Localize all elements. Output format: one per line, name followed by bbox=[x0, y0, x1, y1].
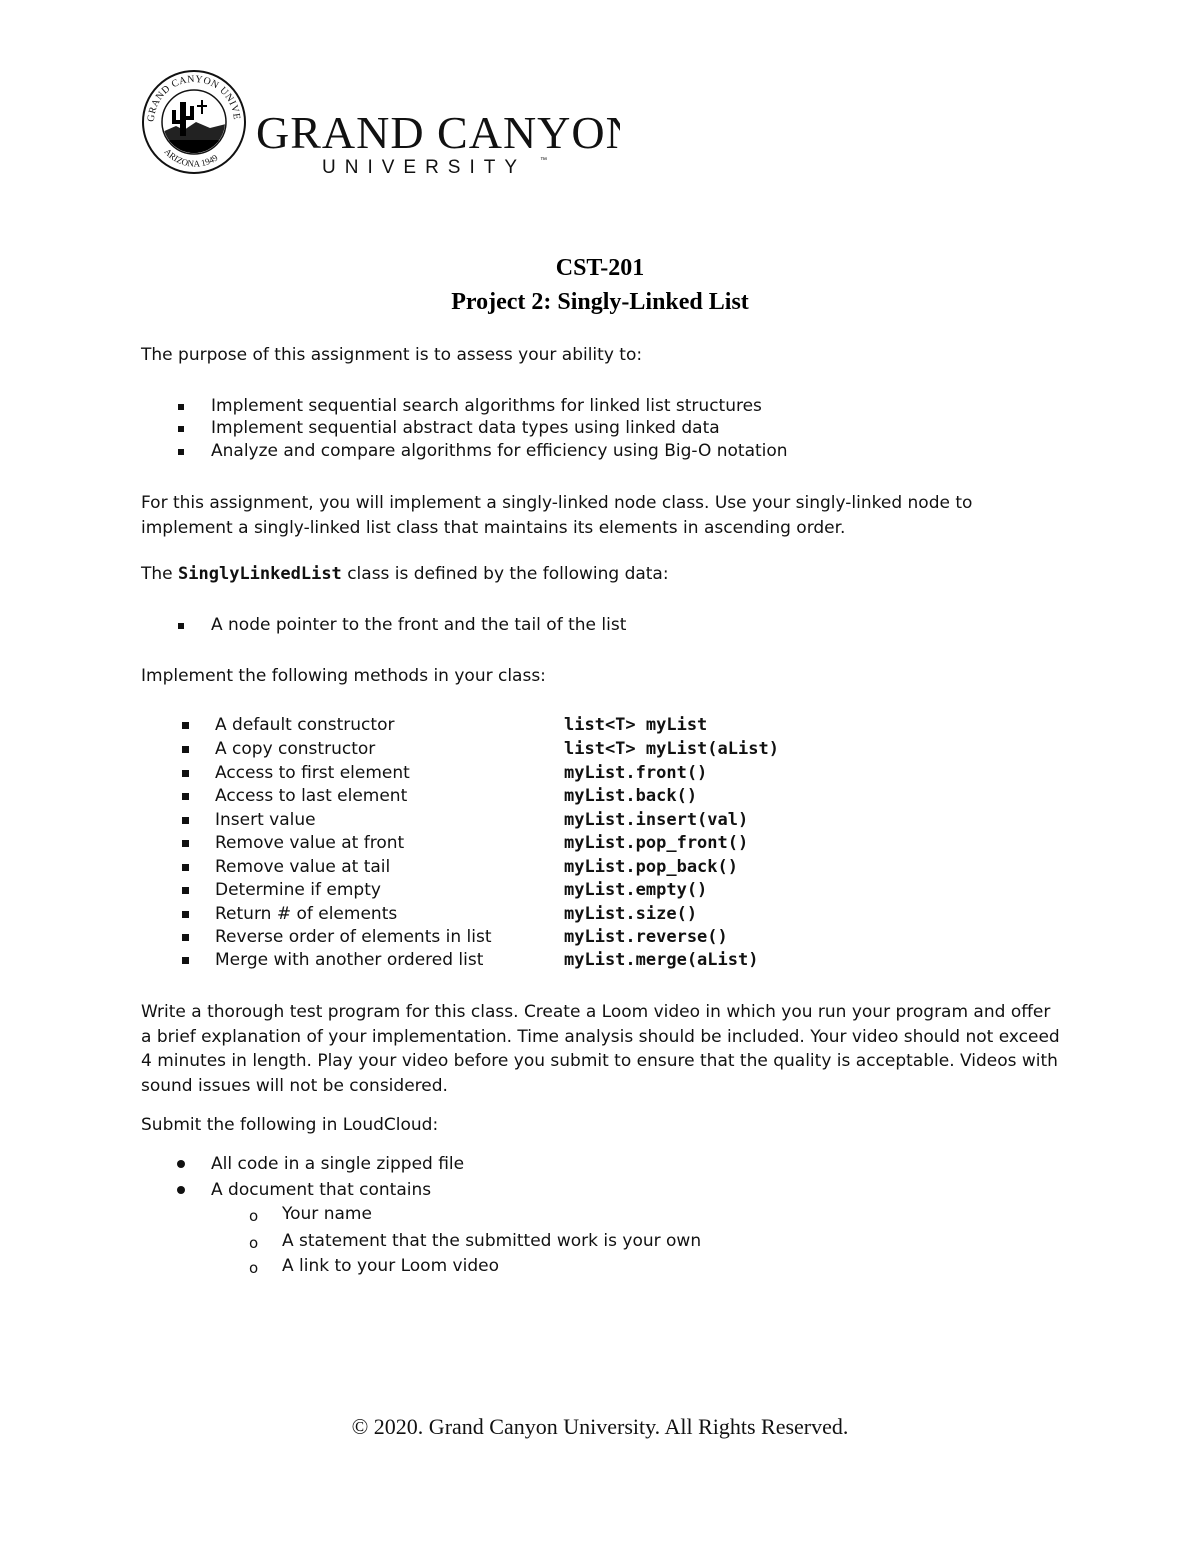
course-code: CST-201 bbox=[555, 255, 645, 281]
bullet-icon bbox=[182, 864, 189, 871]
bullet-icon bbox=[178, 426, 184, 432]
bullet-icon bbox=[182, 957, 189, 964]
class-definition bbox=[141, 564, 669, 584]
objective-item: Implement sequential search algorithms for linked list structures bbox=[211, 396, 762, 416]
method-code: myList.insert(val) bbox=[564, 810, 749, 830]
seal-text-top: GRAND CANYON UNIVE bbox=[145, 73, 243, 123]
wordmark-line2: UNIVERSITY bbox=[322, 157, 527, 178]
class-name: SinglyLinkedList bbox=[178, 564, 342, 584]
bullet-icon bbox=[182, 887, 189, 894]
objective-item: Analyze and compare algorithms for efficiency using Big-O notation bbox=[211, 441, 788, 461]
sub-bullet-icon: o bbox=[249, 1207, 259, 1225]
method-code: myList.size() bbox=[564, 904, 698, 924]
project-title: Project 2: Singly-Linked List bbox=[451, 289, 749, 315]
bullet-icon bbox=[182, 817, 189, 824]
test-paragraph: Write a thorough test program for this class. Create a Loom video in which you run your program and offer a brief explanation of your implementation. Time analysis should be included. Your video should not exceed 4 minutes in length. Play your video before you submit to ensure that the quality is acceptable. Videos with sound issues will not be considered. bbox=[141, 1002, 1060, 1096]
method-desc: Remove value at tail bbox=[215, 857, 391, 877]
bullet-icon bbox=[178, 449, 184, 455]
sub-bullet-icon: o bbox=[249, 1259, 259, 1277]
bullet-icon bbox=[182, 722, 189, 729]
method-code: myList.back() bbox=[564, 786, 698, 806]
method-desc: A copy constructor bbox=[215, 739, 376, 759]
submit-item: A document that contains bbox=[211, 1180, 432, 1200]
method-desc: Remove value at front bbox=[215, 833, 405, 853]
method-code: myList.pop_back() bbox=[564, 857, 738, 877]
objective-item: Implement sequential abstract data types using linked data bbox=[211, 418, 720, 438]
bullet-icon bbox=[177, 1186, 185, 1194]
bullet-icon bbox=[182, 840, 189, 847]
method-code: myList.reverse() bbox=[564, 927, 728, 947]
class-def-suffix: class is defined by the following data: bbox=[341, 564, 669, 584]
method-code: myList.front() bbox=[564, 763, 708, 783]
bullet-icon bbox=[178, 404, 184, 410]
sub-bullet-icon: o bbox=[249, 1234, 259, 1252]
bullet-icon bbox=[182, 746, 189, 753]
method-desc: Access to first element bbox=[215, 763, 410, 783]
seal-text-bottom: ARIZONA 1949 bbox=[162, 146, 220, 169]
trademark: ™ bbox=[540, 157, 547, 164]
submit-intro: Submit the following in LoudCloud: bbox=[141, 1115, 439, 1135]
gcu-logo bbox=[140, 70, 620, 180]
assignment-paragraph: For this assignment, you will implement a singly-linked node class. Use your singly-linked node to implement a singly-linked list class that maintains its elements in ascending order. bbox=[141, 493, 973, 538]
method-desc: Insert value bbox=[215, 810, 316, 830]
bullet-icon bbox=[182, 911, 189, 918]
wordmark-line1: GRAND CANYON bbox=[256, 107, 620, 158]
method-code: myList.empty() bbox=[564, 880, 708, 900]
data-item: A node pointer to the front and the tail of the list bbox=[211, 615, 627, 635]
methods-intro: Implement the following methods in your class: bbox=[141, 666, 546, 686]
copyright-footer: © 2020. Grand Canyon University. All Rights Reserved. bbox=[351, 1414, 849, 1439]
bullet-icon bbox=[182, 934, 189, 941]
document-item: A statement that the submitted work is your own bbox=[282, 1231, 702, 1251]
method-code: list<T> myList(aList) bbox=[564, 739, 779, 759]
method-code: myList.merge(aList) bbox=[564, 950, 759, 970]
class-def-prefix: The bbox=[141, 564, 179, 584]
method-code: myList.pop_front() bbox=[564, 833, 749, 853]
bullet-icon bbox=[182, 770, 189, 777]
method-desc: Return # of elements bbox=[215, 904, 398, 924]
method-desc: Merge with another ordered list bbox=[215, 950, 484, 970]
document-item: Your name bbox=[282, 1204, 372, 1224]
gcu-seal-icon bbox=[140, 70, 620, 180]
method-desc: Determine if empty bbox=[215, 880, 381, 900]
method-desc: Access to last element bbox=[215, 786, 408, 806]
submit-item: All code in a single zipped file bbox=[211, 1154, 465, 1174]
intro-text: The purpose of this assignment is to assess your ability to: bbox=[141, 345, 643, 365]
method-desc: A default constructor bbox=[215, 715, 395, 735]
document-item: A link to your Loom video bbox=[282, 1256, 499, 1276]
bullet-icon bbox=[177, 1160, 185, 1168]
method-code: list<T> myList bbox=[564, 715, 708, 735]
method-desc: Reverse order of elements in list bbox=[215, 927, 492, 947]
bullet-icon bbox=[182, 793, 189, 800]
bullet-icon bbox=[178, 623, 184, 629]
